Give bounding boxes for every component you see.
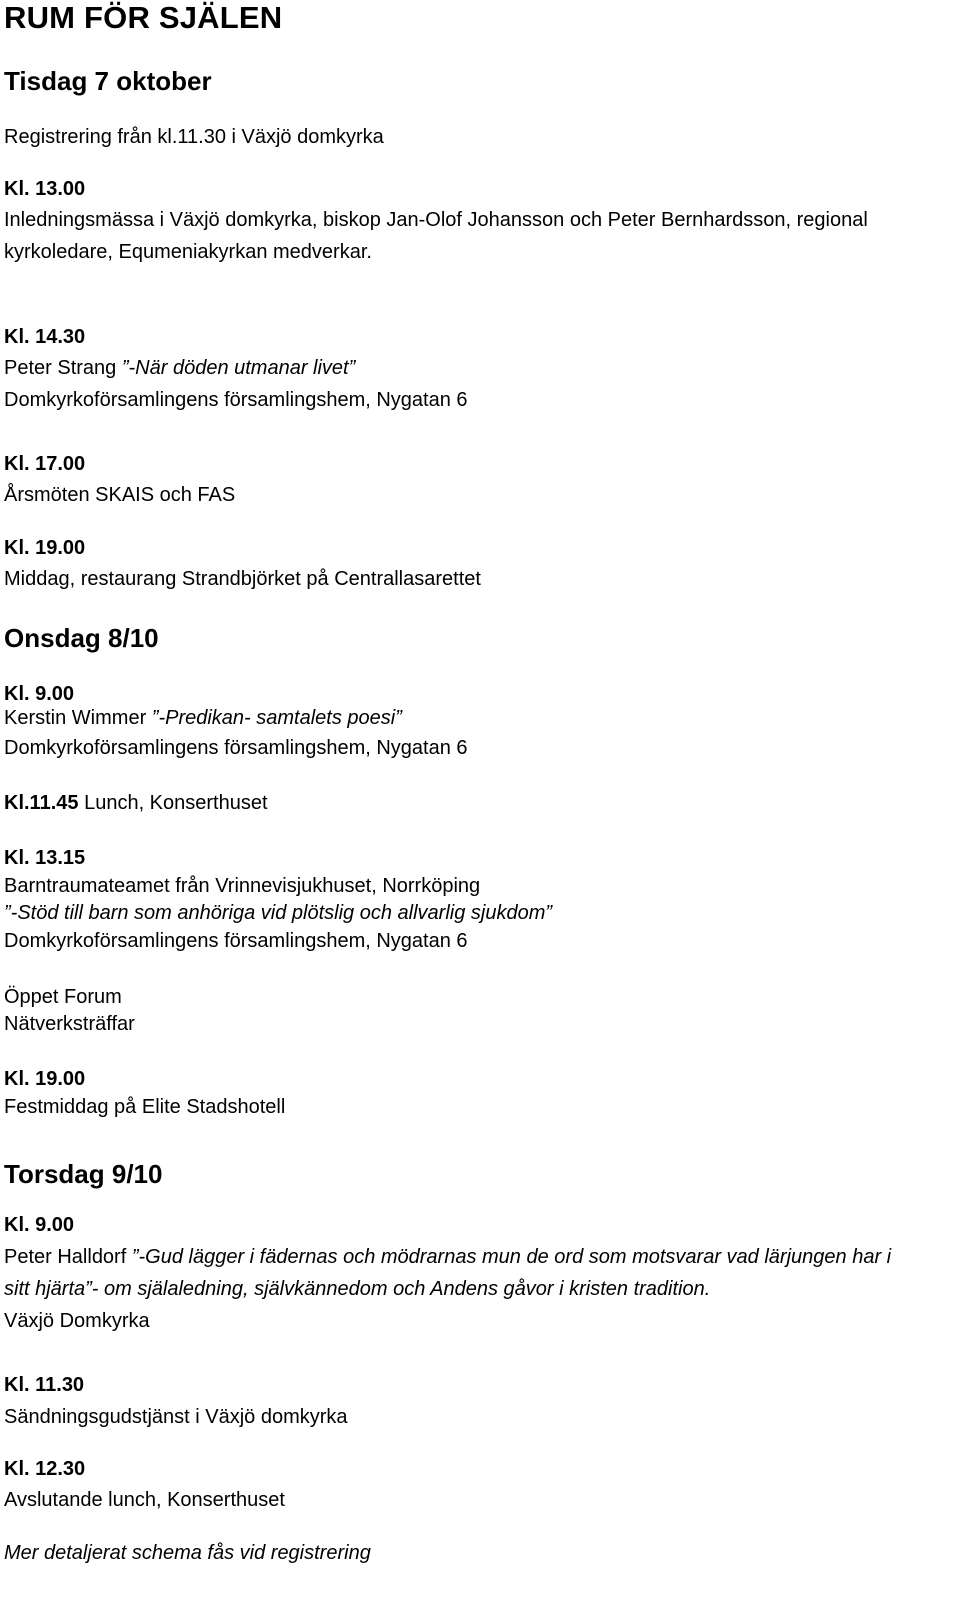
- event-speaker-line: [4, 1247, 891, 1267]
- speaker-name: Peter Strang: [4, 357, 122, 379]
- speaker-name: Peter Halldorf: [4, 1246, 132, 1268]
- event-time: Kl. 13.00: [4, 178, 86, 200]
- talk-title: ”-Stöd till barn som anhöriga vid plötslig och allvarlig sjukdom”: [4, 902, 553, 924]
- event-description: Sändningsgudstjänst i Växjö domkyrka: [4, 1406, 348, 1428]
- event-time: Kl. 13.15: [4, 847, 86, 869]
- talk-title: ”-Gud lägger i fädernas och mödrarnas mun de ord som motsvarar vad lärjungen har i: [131, 1246, 892, 1268]
- event-description: Avslutande lunch, Konserthuset: [4, 1489, 285, 1511]
- event-description: Nätverksträffar: [4, 1013, 135, 1035]
- event-location: Domkyrkoförsamlingens församlingshem, Nygatan 6: [4, 930, 468, 952]
- event-description: Öppet Forum: [4, 986, 122, 1008]
- event-time: Kl. 17.00: [4, 453, 86, 475]
- event-location: Domkyrkoförsamlingens församlingshem, Nygatan 6: [4, 389, 468, 411]
- talk-title: ”-När döden utmanar livet”: [121, 357, 356, 379]
- speaker-name: Kerstin Wimmer: [4, 707, 152, 729]
- day-heading-wednesday: Onsdag 8/10: [4, 623, 159, 653]
- day-heading-thursday: Torsdag 9/10: [4, 1159, 163, 1189]
- event-location: Domkyrkoförsamlingens församlingshem, Nygatan 6: [4, 737, 468, 759]
- event-lunch-line: [4, 793, 268, 813]
- event-time: Kl. 14.30: [4, 326, 86, 348]
- event-description: Inledningsmässa i Växjö domkyrka, biskop Jan-Olof Johansson och Peter Bernhardsson, regional: [4, 209, 868, 231]
- event-time: Kl. 19.00: [4, 537, 86, 559]
- event-description: Barntraumateamet från Vrinnevisjukhuset, Norrköping: [4, 875, 481, 897]
- event-description: Årsmöten SKAIS och FAS: [4, 484, 236, 506]
- event-time: Kl. 12.30: [4, 1458, 86, 1480]
- talk-title: sitt hjärta”- om själaledning, självkännedom och Andens gåvor i kristen tradition.: [4, 1278, 711, 1300]
- event-time: Kl. 19.00: [4, 1068, 86, 1090]
- event-location: Växjö Domkyrka: [4, 1310, 150, 1332]
- document-title: RUM FÖR SJÄLEN: [4, 0, 283, 35]
- event-time: Kl. 9.00: [4, 1214, 75, 1236]
- event-description: kyrkoledare, Equmeniakyrkan medverkar.: [4, 241, 372, 263]
- event-time: Kl. 9.00: [4, 683, 75, 705]
- talk-title: ”-Predikan- samtalets poesi”: [151, 707, 402, 729]
- event-time: Kl.11.45: [4, 792, 79, 814]
- event-time: Kl. 11.30: [4, 1374, 85, 1396]
- registration-text: Registrering från kl.11.30 i Växjö domkyrka: [4, 126, 384, 148]
- event-speaker-line: [4, 708, 402, 728]
- event-description: Festmiddag på Elite Stadshotell: [4, 1096, 286, 1118]
- footer-note: Mer detaljerat schema fås vid registrering: [4, 1542, 371, 1564]
- event-description: Lunch, Konserthuset: [78, 792, 268, 814]
- day-heading-tuesday: Tisdag 7 oktober: [4, 66, 212, 96]
- event-speaker-line: [4, 358, 355, 378]
- event-description: Middag, restaurang Strandbjörket på Centrallasarettet: [4, 568, 481, 590]
